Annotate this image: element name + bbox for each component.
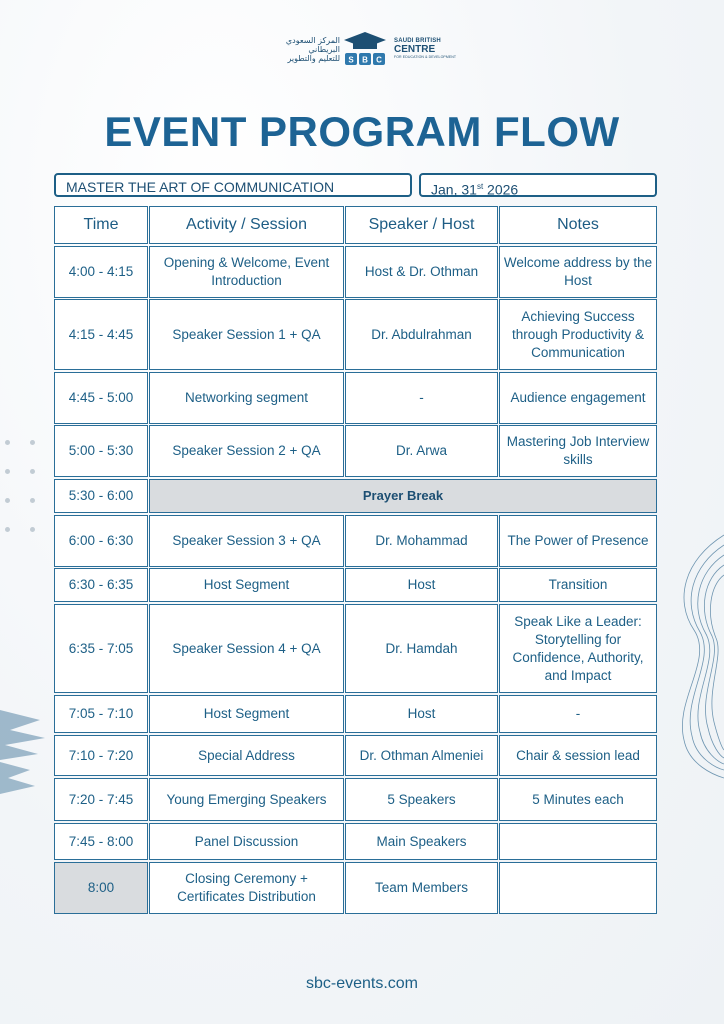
- table-cell-time: 6:30 - 6:35: [54, 568, 148, 602]
- table-cell-notes: Chair & session lead: [499, 735, 657, 776]
- table-cell-time: 5:00 - 5:30: [54, 425, 148, 477]
- table-cell-speaker: Dr. Mohammad: [345, 515, 498, 567]
- logo-english-text: [394, 38, 464, 59]
- table-cell-time: 8:00: [54, 862, 148, 914]
- logo-letter-b: B: [362, 55, 368, 65]
- table-cell-notes: 5 Minutes each: [499, 778, 657, 821]
- table-cell-activity: Host Segment: [149, 568, 344, 602]
- table-cell-notes: Mastering Job Interview skills: [499, 425, 657, 477]
- table-cell-activity: Special Address: [149, 735, 344, 776]
- logo-english-line-3: FOR EDUCATION & DEVELOPMENT: [394, 55, 457, 59]
- logo-arabic-line-2: البريطاني: [308, 45, 340, 54]
- table-cell-speaker: Host: [345, 568, 498, 602]
- table-cell-time: 7:45 - 8:00: [54, 823, 148, 860]
- sbc-logo: [282, 30, 457, 72]
- table-cell-time: 6:35 - 7:05: [54, 604, 148, 693]
- table-cell-time: 4:45 - 5:00: [54, 372, 148, 424]
- logo-letter-c: C: [376, 55, 382, 65]
- table-cell-activity: Opening & Welcome, Event Introduction: [149, 246, 344, 298]
- table-cell-time: 4:15 - 4:45: [54, 299, 148, 370]
- logo-letter-s: S: [348, 55, 354, 65]
- column-header-speaker: Speaker / Host: [345, 206, 498, 244]
- table-cell-time: 7:05 - 7:10: [54, 695, 148, 733]
- table-cell-notes: The Power of Presence: [499, 515, 657, 567]
- table-cell-speaker: -: [345, 372, 498, 424]
- event-date-year: 2026: [483, 181, 519, 198]
- table-cell-activity: Speaker Session 4 + QA: [149, 604, 344, 693]
- table-cell-prayer-break: Prayer Break: [149, 479, 657, 513]
- table-cell-notes: Speak Like a Leader: Storytelling for Confidence, Authority, and Impact: [499, 604, 657, 693]
- table-cell-notes: [499, 862, 657, 914]
- table-cell-activity: Networking segment: [149, 372, 344, 424]
- table-cell-activity: Speaker Session 2 + QA: [149, 425, 344, 477]
- table-cell-time: 4:00 - 4:15: [54, 246, 148, 298]
- table-cell-activity: Young Emerging Speakers: [149, 778, 344, 821]
- column-header-time: Time: [54, 206, 148, 244]
- decorative-swirl: [664, 530, 724, 780]
- table-cell-notes: Transition: [499, 568, 657, 602]
- logo-arabic-line-1: المركز السعودي: [285, 36, 340, 45]
- logo-arabic-text: [282, 36, 340, 63]
- table-cell-speaker: Team Members: [345, 862, 498, 914]
- table-cell-speaker: Dr. Hamdah: [345, 604, 498, 693]
- page-title: EVENT PROGRAM FLOW: [104, 108, 620, 155]
- column-header-activity: Activity / Session: [149, 206, 344, 244]
- table-cell-activity: Host Segment: [149, 695, 344, 733]
- table-cell-time: 6:00 - 6:30: [54, 515, 148, 567]
- table-cell-activity: Speaker Session 3 + QA: [149, 515, 344, 567]
- table-cell-notes: -: [499, 695, 657, 733]
- footer-website[interactable]: sbc-events.com: [305, 975, 419, 992]
- logo-english-line-2: CENTRE: [394, 44, 436, 55]
- graduation-cap-icon: [342, 30, 388, 70]
- decorative-brush-strokes: [0, 690, 60, 810]
- table-cell-speaker: Host: [345, 695, 498, 733]
- table-cell-time: 7:20 - 7:45: [54, 778, 148, 821]
- table-cell-speaker: Dr. Abdulrahman: [345, 299, 498, 370]
- column-header-notes: Notes: [499, 206, 657, 244]
- logo-arabic-line-3: للتعليم والتطوير: [287, 54, 340, 63]
- table-cell-speaker: Main Speakers: [345, 823, 498, 860]
- event-date-prefix: Jan, 31: [431, 181, 477, 198]
- table-cell-speaker: 5 Speakers: [345, 778, 498, 821]
- table-cell-activity: Closing Ceremony + Certificates Distribution: [149, 862, 344, 914]
- table-cell-notes: Achieving Success through Productivity & Communication: [499, 299, 657, 370]
- table-cell-notes: Audience engagement: [499, 372, 657, 424]
- event-date-box: [419, 173, 657, 197]
- table-cell-speaker: Host & Dr. Othman: [345, 246, 498, 298]
- table-cell-activity: Speaker Session 1 + QA: [149, 299, 344, 370]
- event-name: MASTER THE ART OF COMMUNICATION: [66, 179, 335, 195]
- table-cell-notes: [499, 823, 657, 860]
- table-cell-time: 5:30 - 6:00: [54, 479, 148, 513]
- event-name-box: [54, 173, 412, 197]
- table-cell-time: 7:10 - 7:20: [54, 735, 148, 776]
- table-cell-speaker: Dr. Othman Almeniei: [345, 735, 498, 776]
- table-cell-speaker: Dr. Arwa: [345, 425, 498, 477]
- table-cell-activity: Panel Discussion: [149, 823, 344, 860]
- decorative-dots: [5, 440, 45, 540]
- table-cell-notes: Welcome address by the Host: [499, 246, 657, 298]
- event-date-suffix: st: [476, 182, 484, 191]
- logo-english-line-1: SAUDI BRITISH: [394, 38, 441, 44]
